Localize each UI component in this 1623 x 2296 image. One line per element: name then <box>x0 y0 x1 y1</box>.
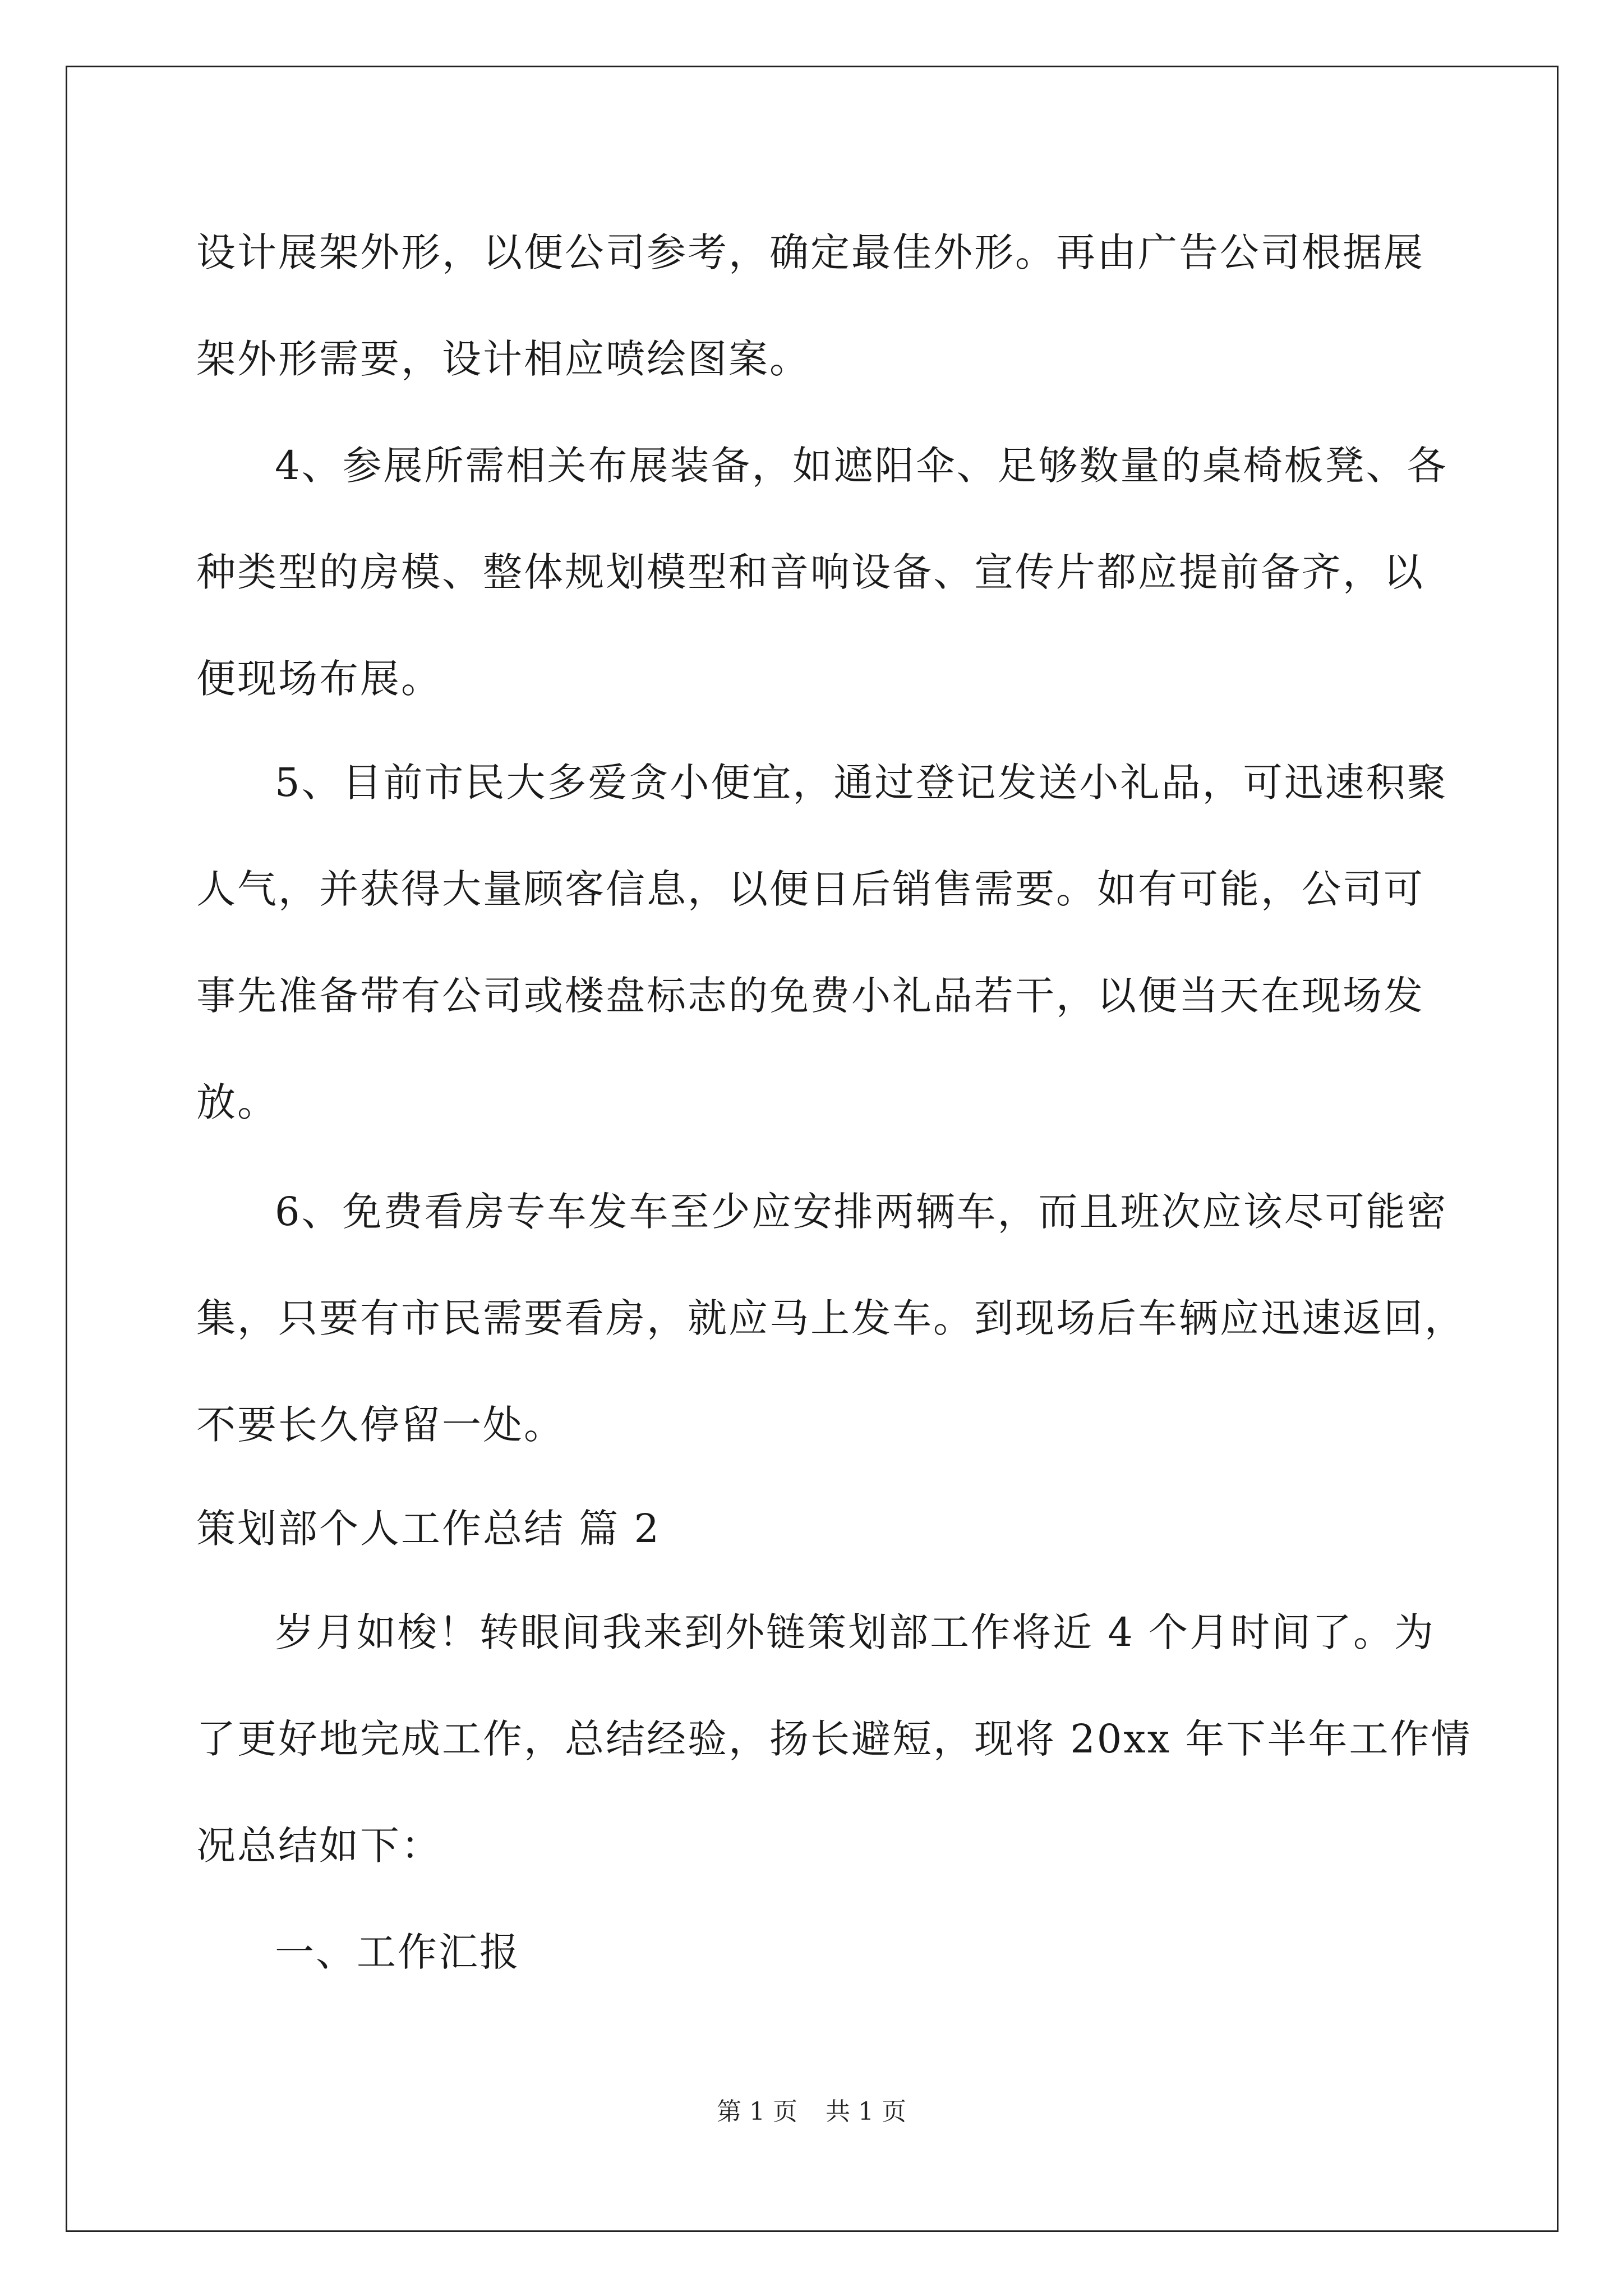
paragraph-item-5 <box>196 729 1448 1156</box>
text-line: 不要长久停留一处。 <box>196 1402 565 1448</box>
text-line: 便现场布展。 <box>196 656 442 702</box>
text-line: 架外形需要，设计相应喷绘图案。 <box>196 336 810 382</box>
paragraph-item-6 <box>196 1158 1465 1478</box>
text-line: 种类型的房模、整体规划模型和音响设备、宣传片都应提前备齐，以 <box>196 549 1424 595</box>
text-line: 人气，并获得大量顾客信息，以便日后销售需要。如有可能，公司可 <box>196 866 1424 912</box>
page-footer <box>0 2095 1623 2129</box>
text-line: 了更好地完成工作，总结经验，扬长避短，现将 20xx 年下半年工作情 <box>196 1716 1472 1762</box>
text-line: 况总结如下： <box>196 1823 442 1869</box>
text-line: 集，只要有市民需要看房，就应马上发车。到现场后车辆应迅速返回， <box>196 1295 1465 1341</box>
section-title: 策划部个人工作总结 篇 2 <box>196 1506 661 1552</box>
paragraph-intro <box>196 1579 1472 1899</box>
paragraph-item-4 <box>196 412 1448 732</box>
text-line: 4、参展所需相关布展装备，如遮阳伞、足够数量的桌椅板凳、各 <box>275 443 1448 489</box>
page-number: 第 1 页 <box>717 2097 797 2126</box>
text-line: 放。 <box>196 1079 278 1125</box>
paragraph-exhibit-design <box>196 199 1430 412</box>
text-line: 5、目前市民大多爱贪小便宜，通过登记发送小礼品，可迅速积聚 <box>275 760 1448 806</box>
page-total: 共 1 页 <box>826 2097 906 2126</box>
text-line: 设计展架外形，以便公司参考，确定最佳外形。再由广告公司根据展 <box>196 229 1424 275</box>
text-line: 事先准备带有公司或楼盘标志的免费小礼品若干，以便当天在现场发 <box>196 973 1424 1019</box>
subheading-work-report <box>196 1899 1430 2005</box>
text-line: 6、免费看房专车发车至少应安排两辆车，而且班次应该尽可能密 <box>275 1189 1448 1235</box>
section-heading <box>196 1475 1430 1582</box>
text-line: 岁月如梭！转眼间我来到外链策划部工作将近 4 个月时间了。为 <box>275 1609 1436 1655</box>
subheading-text: 一、工作汇报 <box>275 1929 520 1975</box>
